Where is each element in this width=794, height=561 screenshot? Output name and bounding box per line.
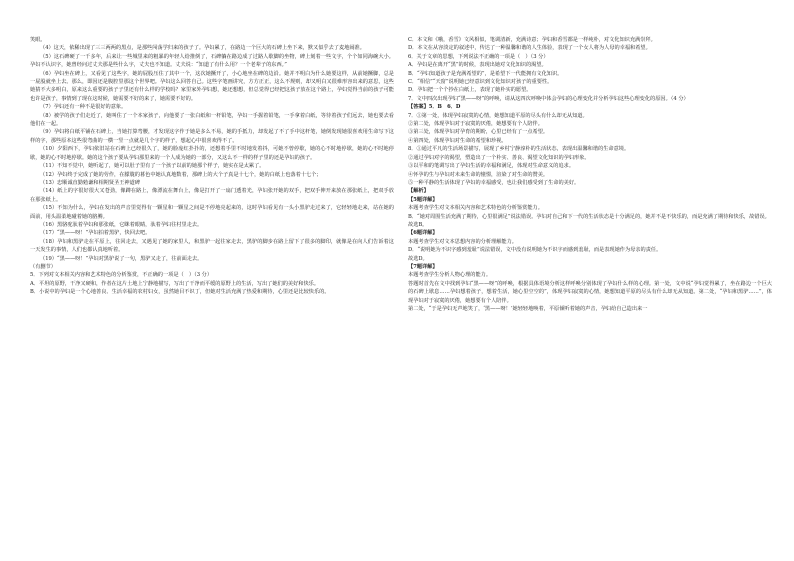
analysis-line: B．“她对周围生活充满了期待，心里很满足”说法错误。孕妇对自己和下一代的生活状态是十分满足的，她并不是不快乐的，而是充满了期待和快乐，故错误。 — [408, 213, 770, 220]
option: B．小说中的孕妇是一个心地善良、生活幸福的农村妇女，虽然她目不识丁，但她对生活充满了热爱和期待，心里还是比较快乐的。 — [30, 289, 330, 296]
analysis-line: D．“说明她为不识字感到羞耻”说法错误，文中没有说明她为不识字而感到羞耻，而是表现她作为母亲的责任。 — [408, 247, 662, 254]
left-paragraph: （7）孕妇还有一种不是很好的意象。 — [40, 104, 127, 111]
option: A．孕妇是在离开“黑”的时候，表现出她对文化知识的渴望。 — [408, 62, 547, 69]
left-column — [30, 36, 394, 551]
option: C．“相信”“天窗”说明她已经意识到文化知识对孩子的重要性。 — [408, 79, 553, 86]
left-paragraph: （18）孕妇和黑驴走在平原上，往回走去，又遇见了她的家里人，和黑驴一起往家走去，黑驴的脚步在路上留下了很多的脚印，就像是在向人们告诉着这一天发生的事情，人们也都认真地听着。 — [30, 238, 394, 254]
left-paragraph: （5）这石碑硬了一千多年，后来让一些城里来的粗暴的年轻人给推倒了，石碑躺在路边成了过路人歇脚的坐物，碑上刻着一些文字，个个如同海碗大小。孕妇不认识字，她曾经问过丈夫那是些什么字，丈夫也不知道。丈夫说：“知道了有什么用？一个老辈子的东西。” — [30, 53, 394, 69]
option: B．“孕妇知道孩子是充满希望的”，是希望下一代能拥有文化知识。 — [408, 70, 563, 77]
left-paragraph: （16）黑骆驼驮着孕妇和那张纸，它眯着眼睛，驮着孕妇往村里走去。 — [40, 221, 203, 228]
left-paragraph: （10）夕阳西下，孕妇依旧站在石碑上已经很久了，她的脸庞红扑扑的，还想着手里不时地发着抖，可她不曾停歇，她的心不时地停歇，她的心不时地停歇，她的心不时地停歇。她的这个孩子要从孕妇那里来的一个人成为她的一部分，又这么不一样的样子里的还是孕妇的孩子。 — [30, 146, 394, 161]
right-paragraph: C．本文和《哦，香雪》文风相似，笔调清新，充满诗意；孕妇和香雪都是一样纯朴，对文化知识充满崇拜。 — [408, 37, 656, 43]
answer-line: ③以平和的笔调写出了孕妇生活的幸福和满足，体现对生命意义的追求。 — [408, 163, 575, 170]
answer-line: ⑤一种平静的生活体现了孕妇的幸福感受，也让我们感受到了生命的美好。 — [408, 179, 580, 186]
left-paragraph: （19）“黑——呀！”孕妇对黑驴说了一句，黑驴又走了，往前面走去。 — [40, 255, 203, 262]
footnote: （有删节） — [30, 263, 56, 270]
left-paragraph: （14）纸上的字很好很大又苍劲，像蹲在路上，像漂流在舞台上，像是打开了一扇门透着光，孕妇张开她的双手，把双手伸开来放在那张纸上，把双手放在那张纸上。 — [30, 188, 394, 203]
question-5: 5．下列对文本相关内容和艺术特色的分析鉴赏，不正确的一项是（ ）（3 分） — [30, 272, 213, 279]
analysis-line: 故选B。 — [408, 221, 428, 228]
analysis-line: 本题考查学生对文本思想内容的分析理解能力。 — [408, 238, 517, 245]
left-paragraph: （4）这天，依稀出现了三三两两的黑点，是那些闯荡学归来的孩子了。孕妇累了，在路边一个巨大的石碑上坐下来，默又似乎去了麦地闹准。 — [40, 45, 365, 52]
analysis-heading: 【解析】 — [408, 188, 429, 195]
option: D．孕妇把一个个抄在白纸上，表现了她朴实的愿望。 — [408, 87, 532, 94]
right-paragraph: D．本文在从容淡定的叙述中，传达了一种温馨和谐的人生体验，表现了一个女人将为人母的幸福和希望。 — [408, 45, 651, 52]
analysis-line: 故选D。 — [408, 255, 428, 262]
left-paragraph: （8）被学的孩子们走近了，她叫住了一个本家孩子，向他要了一张白纸和一杆铅笔，孕妇一手握着铅笔，一手拿着白纸，等待着孩子们远去，她也要去看他们在一起。 — [30, 112, 394, 128]
answer-line: ②通过孕妇对字的渴望，塑造出了一个朴实、善良、渴望文化知识的孕妇形象。 — [408, 154, 590, 161]
analysis-line: 答题时首先在文中找到孕妇“黑——呀”的呼唤，根据具体语境分析这样呼唤分别体现了孕妇什么样的心理。第一处，文中说“孕妇觉得累了，坐在路边一个巨大的石碑上歇息……孕妇想着孩子，想着生活，她心里空空的”，体现孕妇寂寞的心情，她想知道平原的尽头有什么却无从知道。第二处，“孕妇和黑驴……”，体现孕妇对于寂寞的厌倦，她想要有个人陪伴。 — [408, 280, 772, 304]
left-paragraph: （6）孕妇坐在碑上，又看见了这些字，她的屁股压住了其中一个，这次她撅开了，小心地坐在碑的边沿。她并不明白为什么她要这样，从前她撅脚，总是一屁股就坐上去。那么，即因还是腹腔里那这个世界吧。孕妇这么回答自己。这些字笔画讲究，方方正正，这么不规则，却又明白又很难形容出来的意思，这些她猜不大多明白，原来这么重要的孩子子里还有什么样的学校吗？家里家外孕妇想，她还想想，但总觉得已经把这孩子放在这个路上，孕妇觉得当前的孩子可能也许是孩子，事情到了现在这时候，她需要不好的来了，她需要不好的。 — [30, 70, 394, 102]
left-paragraph: （15）不知为什么，孕妇在发出的声音里觉得有一颗星和一颗星之间是不停地亮起来的，这时孕妇看见有一头小黑驴走过来了，它轻轻地走来，站在她的面前，用头温柔地碰着她的胳膊。 — [30, 205, 394, 220]
question-7: 7．文中四次出现孕妇“黑——呀”的呼唤，请从这四次呼唤中体会孕妇的心理变化并分析孕妇这些心理变化的原因。（4 分） — [408, 95, 689, 102]
answer-line: ②第二处，体现孕妇对于寂寞的厌倦，她想要有个人陪伴。 — [408, 121, 543, 128]
answer-line: ④怀孕的生与孕妇对未来生命的憧憬，渲染了对生命的赞美。 — [408, 171, 549, 178]
answer-heading: 【答案】5．B 6．D — [408, 104, 461, 111]
analysis-line: 本题考查学生分析人物心理的能力。 — [408, 272, 492, 279]
right-column — [408, 36, 772, 551]
detail-heading: 【7题详解】 — [408, 263, 438, 270]
answer-line: 7．①第一处，体现孕妇寂寞的心情，她想知道平原的尽头有什么却无从知道。 — [408, 112, 588, 119]
option: A．平坦的原野，干净又硬和，作者在这片土地上宁静地描写，写出了干净而平缓的原野上的生活，写出了她们的美好和快乐。 — [30, 280, 320, 287]
answer-line: 8．①通过平凡的生活场景描写，展现了乡村宁静淳朴的生活状态，表现出温馨和谐的生命意境。 — [408, 146, 630, 153]
analysis-line: 本题考查学生对文本相关内容和艺术特色的分析鉴赏能力。 — [408, 205, 543, 212]
answer-line: ④第四处，体现孕妇对生命的希望和珍视。 — [408, 137, 507, 144]
left-paragraph: （12）孕妇终于完成了她的劳作，在朦胧的暮色中她认真地数着，那碑上的大个子真是十七个，她的白纸上也落着十七个； — [40, 171, 322, 178]
left-paragraph: （11）不知不觉中，她听起了，她可以肚子里有了一个孩子以前的她那个样子，她实在是太累了。 — [40, 163, 265, 170]
analysis-line: 第二处，“于是孕妇无声地笑了，‘黑——呀！’她轻轻地唤着，平原倾听着她的声音，孕妇给自己造出来一 — [408, 306, 648, 312]
left-paragraph: （9）孕妇将白纸平铺在石碑上，当她打算弯腰，才发现这字作于她是多么不易，她的手抵力，却发起了不了手中这杆笔，她倒发现她很喜欢用生命写下这样的字，那些原本这些很弯曲的一横一竖一点就是几个字的样子，想起心中很喜欢得不了。 — [30, 129, 394, 144]
left-paragraph: （17）“黑——呀！”孕妇拍着黑驴，快回去吧。 — [40, 230, 151, 237]
detail-heading: 【6题详解】 — [408, 230, 438, 237]
question-6: 6．关于文章的思想，下列说法不正确的一项是（ ）（3 分） — [408, 53, 549, 60]
detail-heading: 【5题详解】 — [408, 196, 438, 203]
left-paragraph: （13）忠顺诚直勤勉谦和相期贤圣王神道碑 — [40, 179, 140, 186]
answer-line: ③第三处，体现孕妇对孕育的期盼，心里已经有了一点希望。 — [408, 129, 549, 136]
left-paragraph: 笑眼。 — [30, 37, 46, 43]
